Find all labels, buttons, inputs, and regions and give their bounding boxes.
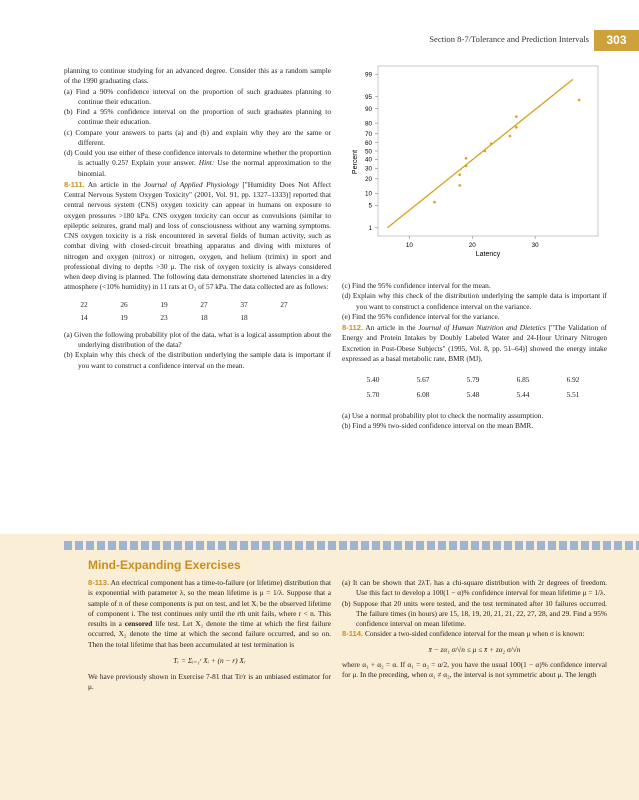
data-point [458,173,461,176]
exercise-number: 8-111. [64,179,85,189]
data-point [578,99,581,102]
y-tick-label: 5 [368,202,372,210]
exercise-number: 8-114. [342,629,364,639]
data-points [433,99,580,204]
exercise-8-114: 8-114. Consider a two-sided confidence interval for the mean μ when σ is known: [342,629,585,639]
data-point [515,126,518,129]
part-b-8-111: (b) Explain why this check of the distribution underlying the sample data is important if you want to construct a confidence interval on the mean. [64,350,331,370]
running-title: Section 8-7/Tolerance and Prediction Intervals [429,34,589,44]
y-tick-label: 70 [364,130,372,138]
exercise-8-113-closing: We have previously shown in Exercise 7-81 that Tr/r is an unbiased estimator for μ. [88,672,331,692]
y-tick-label: 1 [368,225,372,233]
data-table-8-111 [64,300,304,326]
mind-right-column [342,578,607,680]
data-point [433,201,436,204]
part-a-8-112: (a) Use a normal probability plot to check the normality assumption. [342,411,544,420]
right-column [342,281,607,432]
table-row: 5.40 5.67 5.79 6.85 6.92 [366,375,580,385]
y-tick-label: 60 [364,139,372,147]
y-tick-label: 80 [364,120,372,128]
exercise-8-113: 8-113. An electrical component has a time-to-failure (or lifetime) distribution that is exponential with parameter λ, so the mean lifetime is μ = 1/λ. Suppose that a sample of n of these components is put on test, and let Xᵢ be the observed lifetime of component i. The test continues only until the rth unit fails, where r < n. This results in a censored life test. Let X₁ denote the time at which the first failure occurred, X₂ denote the time at which the second failure occurred, and so on. Then the total lifetime that has been accumulated at test termination is [88,578,331,649]
x-axis-ticks [406,236,539,249]
intro-text: planning to continue studying for an advanced degree. Consider this as a random sample of the 1990 graduating class. [64,66,331,86]
y-tick-label: 90 [364,105,372,113]
part-d-8-111: (d) Explain why this check of the distribution underlying the sample data is important if you want to construct a confidence interval on the variance. [342,291,607,311]
x-axis-label: Latency [475,251,501,258]
exercise-number: 8-112. [342,323,364,332]
x-tick-label: 20 [468,242,476,249]
y-tick-label: 50 [364,148,372,156]
left-column [64,66,331,371]
running-header [0,30,639,52]
part-a-8-111: (a) Given the following probability plot of the data, what is a logical assumption about the underlying distribution of the data? [64,329,331,349]
data-point [484,150,487,153]
y-tick-label: 40 [364,156,372,164]
part-c: (c) Compare your answers to parts (a) and (b) and explain why they are the same or different. [64,127,332,147]
probability-plot [343,62,605,262]
page-number-badge: 303 [594,30,639,51]
y-tick-label: 99 [364,71,372,79]
equation-ci: x̄ − zα₁ σ/√n ≤ μ ≤ x̄ + zα₂ σ/√n [428,644,521,654]
data-point [509,135,512,138]
part-d: (d) Could you use either of these confidence intervals to determine whether the proportion is actually 0.25? Explain your answer. Hint: Use the normal approximation to the binomial. [64,148,331,178]
y-tick-label: 30 [364,165,372,173]
data-point [490,142,493,145]
plot-frame [378,66,598,236]
part-b: (b) Find a 95% confidence interval on the proportion of such graduates planning to continue their education. [64,107,332,127]
data-point [465,165,468,168]
data-point [465,157,468,160]
part-e-8-111: (e) Find the 95% confidence interval for the variance. [342,311,500,321]
exercise-8-112: 8-112. An article in the Journal of Human Nutrition and Dietetics ["The Validation of Energy and Protein Intakes by Doubly Labeled Water and 24-Hour Urinary Nitrogen Excretion in Post-Obese Subjects" (1995, Vol. 8, pp. 51–64)] showed the energy intake expressed as a basal metabolic rate, BMR (MJ). [342,323,608,363]
decorative-stripe [64,541,639,550]
y-tick-label: 95 [364,93,372,101]
data-table-8-112 [348,373,598,403]
data-point [515,115,518,118]
table-row: 22 26 19 27 37 27 [80,299,288,309]
part-b-8-113: (b) Suppose that 20 units were tested, and the test terminated after 10 failures occurred. The failure times (in hours) are 15, 18, 19, 20, 21, 21, 22, 27, 28, and 29. Find a 95% confidence interval on mean lifetime. [342,598,608,628]
fit-line [387,79,572,227]
x-tick-label: 30 [531,242,539,249]
y-tick-label: 10 [364,190,372,198]
y-axis-label: Percent [352,149,359,175]
exercise-8-114-continued: where α₁ + α₂ = α. If α₁ = α₂ = α/2, you have the usual 100(1 − α)% confidence interval for μ. In the preceding, when α₁ ≠ α₂, the interval is not symmetric about μ. The length [342,659,607,679]
section-title: Mind-Expanding Exercises [88,558,241,572]
part-b-8-112: (b) Find a 99% two-sided confidence interval on the mean BMR. [342,421,534,431]
equation-total-lifetime: Tᵣ = Σᵢ₌₁ʳ Xᵢ + (n − r) Xᵣ [173,655,246,665]
table-row: 14 19 23 18 18 [80,312,248,322]
y-tick-label: 20 [364,176,372,184]
table-row: 5.70 6.08 5.48 5.44 5.51 [366,390,580,400]
y-axis-ticks [365,72,378,233]
exercise-number: 8-113. [88,578,110,587]
part-a-8-113: (a) It can be shown that 2λTᵣ has a chi-square distribution with 2r degrees of freedom. Use this fact to develop a 100(1 − α)% confidence interval for mean lifetime μ = 1/λ. [342,578,608,598]
part-a: (a) Find a 90% confidence interval on the proportion of such graduates planning to continue their education. [64,86,332,106]
mind-left-column [88,578,331,693]
x-tick-label: 10 [405,242,413,249]
data-point [458,184,461,187]
part-c-8-111: (c) Find the 95% confidence interval for the mean. [342,281,491,290]
exercise-8-111: 8-111. An article in the Journal of Applied Physiology ["Humidity Does Not Affect Central Nervous System Oxygen Toxicity" (2001, Vol. 91, pp. 1327–1333)] reported that central nervous system (CNS) oxygen toxicity can appear in humans on exposure to oxygen pressures >180 kPa. CNS oxygen toxicity can occur as convulsions (similar to epileptic seizures, grand mal) and loss of consciousness without any warning symptoms. CNS oxygen toxicity is a risk encountered in several fields of human activity, such as combat diving with closed-circuit breathing apparatus and diving with mixtures of nitrogen and oxygen (nitrox) or nitrogen, oxygen, and helium (trimix) in sport and professional diving to depths >30 μ. The risk of oxygen toxicity is always considered when deep diving is planned. The following data demonstrate shortened latencies in a dry atmosphere (<10% humidity) in 11 rats at O₂ of 57 kPa. The data collected are as follows: [64,179,331,292]
